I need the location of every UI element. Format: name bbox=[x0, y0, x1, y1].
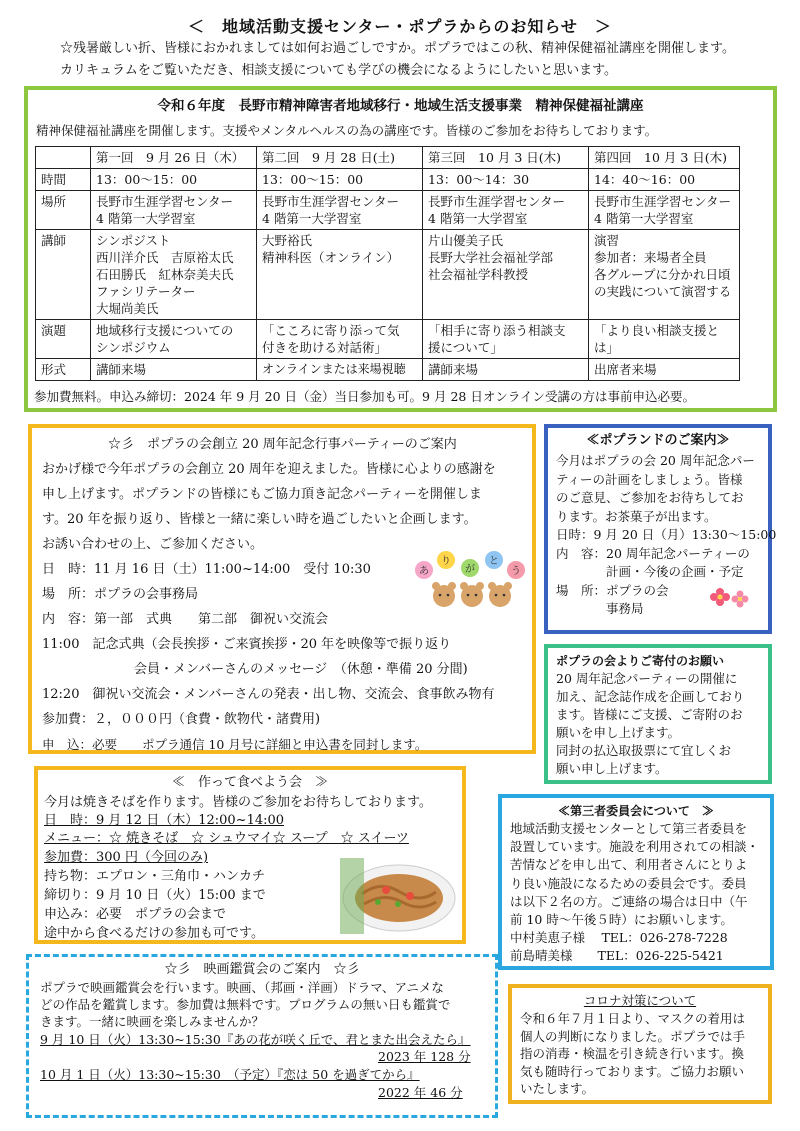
donation-body bbox=[556, 670, 744, 778]
thirdparty-line: 設置しています。施設を利用されての相談・ bbox=[510, 839, 760, 855]
corona-line: 令和６年７月１日より、マスクの着用は bbox=[520, 1011, 746, 1026]
table-cell: 場所 bbox=[36, 191, 91, 230]
donation-line: 願いを申し上げます。 bbox=[556, 725, 681, 740]
table-cell: 演題 bbox=[36, 320, 91, 359]
donation-line: 加え、記念誌作成を企画しており bbox=[556, 689, 745, 704]
party-place: 場 所：ポプラの会事務局 bbox=[42, 587, 199, 602]
corona-body bbox=[520, 1010, 745, 1098]
popland-line: ティーの計画をしましょう。皆様 bbox=[556, 471, 743, 487]
table-cell: 講師来場 bbox=[91, 359, 257, 381]
thirdparty-line: り良い施設になるための委員会です。委員 bbox=[510, 875, 747, 891]
lecture-table bbox=[35, 146, 740, 381]
movie-line: ポプラで映画鑑賞会を行います。映画、（邦画・洋画）ドラマ、アニメな bbox=[40, 980, 444, 995]
party-para: おかげ様で今年ポプラの会創立 20 周年を迎えました。皆様に心よりの感謝を bbox=[42, 462, 496, 477]
table-row bbox=[36, 320, 740, 359]
thank-you-bears-illustration bbox=[414, 548, 528, 610]
corona-title: コロナ対策について bbox=[583, 993, 697, 1008]
table-cell: 片山優美子氏 長野大学社会福祉学部 社会福祉学科教授 bbox=[423, 230, 589, 320]
table-cell: 演習 参加者：来場者全員 各グループに分かれ日頃 の実践について演習する bbox=[589, 230, 740, 320]
popland-line: のご意見、ご参加をお待ちしてお bbox=[556, 490, 744, 505]
table-header-row bbox=[36, 147, 740, 169]
party-para: お誘い合わせの上、ご参加ください。 bbox=[42, 537, 264, 552]
donation-line: ます。皆様にご支援、ご寄附のお bbox=[556, 707, 743, 722]
table-cell: 地域移行支援についての シンポジウム bbox=[91, 320, 257, 359]
table-cell: 「相手に寄り添う相談支 援について」 bbox=[423, 320, 589, 359]
table-cell: 第四回 10 月 3 日(木) bbox=[589, 147, 740, 169]
party-apply: 申 込：必要 ポプラ通信 10 月号に詳細と申込書を同封します。 bbox=[42, 737, 428, 752]
party-content: 内 容：第一部 式典 第二部 御祝い交流会 bbox=[42, 612, 329, 627]
lecture-title: 令和６年度 長野市精神障害者地域移行・地域生活支援事業 精神保健福祉講座 bbox=[157, 98, 644, 114]
page-title: ＜ 地域活動支援センター・ポプラからのお知らせ ＞ bbox=[188, 17, 612, 36]
table-cell: 大野裕氏 精神科医（オンライン） bbox=[257, 230, 423, 320]
yakisoba-photo bbox=[340, 858, 458, 934]
corona-line: 気も随時行っております。ご協力お願い bbox=[520, 1063, 745, 1079]
popland-line: 計画・今後の企画・予定 bbox=[556, 564, 744, 579]
cook-line: 日 時：9 月 12 日（木）12:00~14:00 bbox=[44, 813, 285, 828]
corona-line: 個人の判断になりました。ポプラでは手 bbox=[520, 1028, 746, 1044]
party-date: 日 時：11 月 16 日（土）11:00~14:00 受付 10:30 bbox=[42, 562, 371, 577]
movie-line: きます。一緒に映画を楽しみませんか？ bbox=[40, 1014, 265, 1029]
table-cell: オンラインまたは来場視聴 bbox=[257, 359, 423, 381]
table-row bbox=[36, 230, 740, 320]
table-cell: 時間 bbox=[36, 169, 91, 191]
cook-line: 申込み：必要 ポプラの会まで bbox=[44, 907, 227, 922]
table-cell: 出席者来場 bbox=[589, 359, 740, 381]
cook-line: メニュー：☆ 焼きそば ☆ シュウマイ☆ スープ ☆ スイーツ bbox=[44, 831, 409, 846]
table-cell: 第三回 10 月 3 日(木) bbox=[423, 147, 589, 169]
movie-showing-1-info: 2023 年 128 分 bbox=[378, 1049, 471, 1064]
popland-line: 事務局 bbox=[556, 601, 644, 616]
party-para: す。20 年を振り返り、皆様と一緒に楽しい時を過ごしたいと企画します。 bbox=[42, 512, 477, 527]
table-cell: 形式 bbox=[36, 359, 91, 381]
popland-title: ≪ポプランドのご案内≫ bbox=[586, 433, 730, 448]
table-cell: 第一回 9 月 26 日（木） bbox=[91, 147, 257, 169]
table-row bbox=[36, 191, 740, 230]
table-cell: 講師来場 bbox=[423, 359, 589, 381]
movie-showing-1: 9 月 10 日（火）13:30~15:30『あの花が咲く丘で、君とまた出会えたら』 bbox=[40, 1032, 471, 1047]
cook-line: 今月は焼きそばを作ります。皆様のご参加をお待ちしております。 bbox=[44, 795, 432, 810]
popland-line: 場 所：ポプラの会 bbox=[556, 582, 669, 598]
popland-line: 今月はポプラの会 20 周年記念パー bbox=[556, 453, 755, 468]
lecture-lead: 精神保健福祉講座を開催します。支援やメンタルヘルスの為の講座です。皆様のご参加をお待ちしております。 bbox=[36, 123, 658, 138]
table-cell bbox=[36, 147, 91, 169]
table-cell: 長野市生涯学習センター 4 階第一大学習室 bbox=[589, 191, 740, 230]
table-row bbox=[36, 359, 740, 381]
thirdparty-line: 苦情などを申し出て、利用者さんにとりよ bbox=[510, 857, 748, 873]
table-cell: 講師 bbox=[36, 230, 91, 320]
movie-title: ☆彡 映画鑑賞会のご案内 ☆彡 bbox=[164, 962, 360, 977]
party-schedule: 会員・メンバーさんのメッセージ （休憩・準備 20 分間) bbox=[134, 662, 468, 677]
balloon-char: り bbox=[441, 556, 451, 567]
lecture-footer: 参加費無料。申込み締切：2024 年 9 月 20 日（金）当日参加も可。9 月 28 日オンライン受講の方は事前申込必要。 bbox=[34, 389, 695, 404]
intro-line-1: ☆残暑厳しい折、皆様におかれましては如何お過ごしですか。ポプラではこの秋、精神保健福祉講座を開催します。 bbox=[60, 41, 735, 56]
donation-line: 20 周年記念パーティーの開催に bbox=[556, 671, 738, 686]
popland-line: 日時：9 月 20 日（月）13:30～15:00 bbox=[556, 527, 777, 542]
thirdparty-title: ≪第三者委員会について ≫ bbox=[558, 804, 714, 818]
cook-title: ≪ 作って食べよう会 ≫ bbox=[171, 775, 328, 790]
thirdparty-line: 地域活動支援センターとして第三者委員を bbox=[510, 821, 748, 836]
thirdparty-line: 中村美恵子様 TEL：026-278-7228 bbox=[510, 930, 728, 946]
party-title: ☆彡 ポプラの会創立 20 周年記念行事パーティーのご案内 bbox=[108, 437, 457, 452]
movie-line: どの作品を鑑賞します。参加費は無料です。プログラムの無い日も鑑賞で bbox=[40, 997, 451, 1012]
balloon-char: あ bbox=[419, 566, 429, 577]
table-cell: 14：40～16：00 bbox=[589, 169, 740, 191]
thirdparty-line: は以下２名の方。ご連絡の場合は日中（午 bbox=[510, 893, 748, 909]
table-cell: 長野市生涯学習センター 4 階第一大学習室 bbox=[257, 191, 423, 230]
party-fee: 参加費：２，０００円（食費・飲物代・諸費用) bbox=[42, 712, 321, 727]
table-cell: シンポジスト 西川洋介氏 吉原裕太氏 石田勝氏 紅林奈美夫氏 ファシリテーター 大堀尚美氏 bbox=[91, 230, 257, 320]
party-schedule: 12:20 御祝い交流会・メンバーさんの発表・出し物、交流会、食事飲み物有 bbox=[42, 687, 495, 702]
cook-line: 持ち物：エプロン・三角巾・ハンカチ bbox=[44, 869, 266, 884]
party-para: 申し上げます。ポプランドの皆様にもご協力頂き記念パーティーを開催しま bbox=[42, 487, 482, 502]
balloon-char: が bbox=[465, 564, 475, 575]
table-cell: 13：00～15：00 bbox=[257, 169, 423, 191]
thirdparty-line: 前 10 時～午後５時）にお願いします。 bbox=[510, 912, 733, 928]
popland-line: 内 容：20 周年記念パーティーの bbox=[556, 545, 750, 561]
flower-icon bbox=[708, 584, 752, 618]
balloon-char: う bbox=[511, 566, 521, 577]
intro-line-2: カリキュラムをご覧いただき、相談支援についても学びの機会になるようにしたいと思います。 bbox=[60, 63, 618, 78]
table-cell: 長野市生涯学習センター 4 階第一大学習室 bbox=[423, 191, 589, 230]
thirdparty-line: 前島晴美様 TEL：026-225-5421 bbox=[510, 948, 724, 964]
table-row bbox=[36, 169, 740, 191]
popland-line: ります。お茶菓子が出ます。 bbox=[556, 508, 717, 524]
cook-line: 参加費：300 円（今回のみ) bbox=[44, 850, 209, 865]
table-cell: 13：00～14：30 bbox=[423, 169, 589, 191]
table-cell: 「こころに寄り添って気 付きを助ける対話術」 bbox=[257, 320, 423, 359]
table-cell: 13：00～15：00 bbox=[91, 169, 257, 191]
table-cell: 長野市生涯学習センター 4 階第一大学習室 bbox=[91, 191, 257, 230]
movie-showing-2-info: 2022 年 46 分 bbox=[378, 1085, 463, 1100]
donation-line: 願い申し上げます。 bbox=[556, 761, 668, 776]
cook-line: 締切り：9 月 10 日（火）15:00 まで bbox=[44, 888, 266, 903]
party-schedule: 11:00 記念式典（会長挨拶・ご来賓挨拶・20 年を映像等で振り返り bbox=[42, 637, 452, 652]
cook-line: 途中から食べるだけの参加も可です。 bbox=[44, 926, 264, 941]
balloon-char: と bbox=[489, 556, 499, 567]
donation-title: ポプラの会よりご寄付のお願い bbox=[556, 654, 725, 668]
donation-line: 同封の払込取扱票にて宜しくお bbox=[556, 743, 732, 758]
thirdparty-body bbox=[510, 820, 759, 966]
movie-showing-2: 10 月 1 日（火）13:30~15:30 （予定）『恋は 50 を過ぎてから』 bbox=[40, 1067, 420, 1082]
table-cell: 第二回 9 月 28 日(土) bbox=[257, 147, 423, 169]
corona-line: 指の消毒・検温を引き続き行います。換 bbox=[520, 1046, 745, 1061]
table-cell: 「より良い相談支援とは」 bbox=[589, 320, 740, 359]
corona-line: いたします。 bbox=[520, 1081, 595, 1096]
